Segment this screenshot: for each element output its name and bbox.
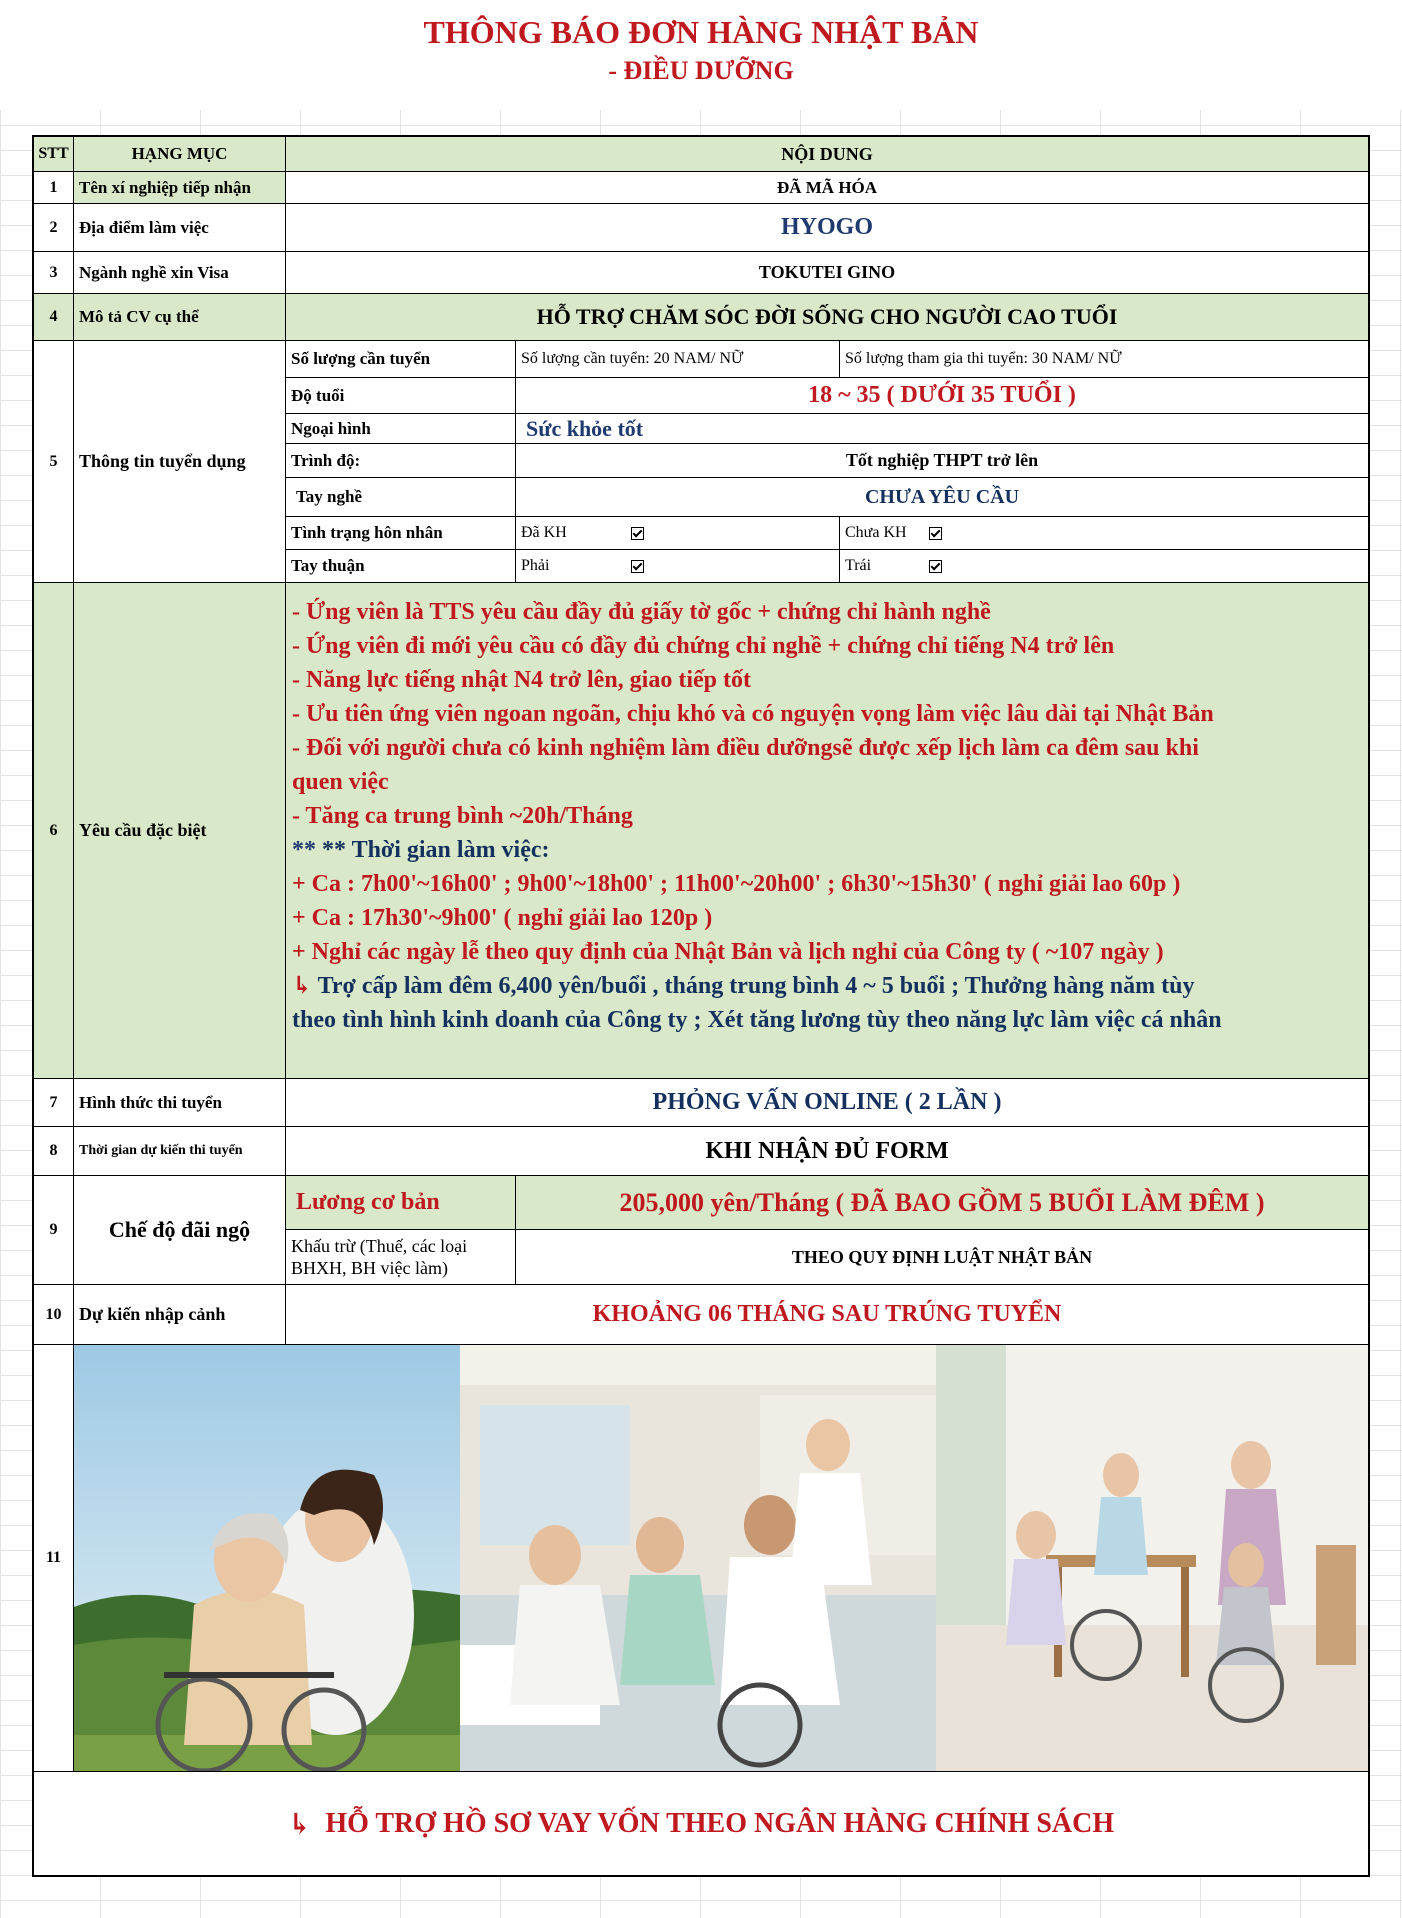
row7-stt: 7 [33,1078,74,1127]
row9-stt: 9 [33,1175,74,1285]
page-title: THÔNG BÁO ĐƠN HÀNG NHẬT BẢN [423,14,979,50]
table-border [32,135,1370,1877]
row1-value: ĐÃ MÃ HÓA [285,171,1369,204]
row10-stt: 10 [33,1284,74,1345]
qty-label: Số lượng cần tuyển [285,340,516,378]
row4-stt: 4 [33,293,74,341]
row7-value: PHỎNG VẤN ONLINE ( 2 LẦN ) [285,1078,1369,1127]
row4-value: HỖ TRỢ CHĂM SÓC ĐỜI SỐNG CHO NGƯỜI CAO TUỔI [285,293,1369,341]
header-category: HẠNG MỤC [73,136,286,172]
hand-pointer-icon: ↳ [287,1808,312,1840]
header-stt: STT [33,136,74,172]
salary-label: Lương cơ bản [285,1175,516,1230]
deduct-value: THEO QUY ĐỊNH LUẬT NHẬT BẢN [515,1229,1369,1285]
page-header [0,0,1402,110]
row10-value: KHOẢNG 06 THÁNG SAU TRÚNG TUYỂN [285,1284,1369,1345]
row7-label: Hình thức thi tuyển [73,1078,286,1127]
row1-stt: 1 [33,171,74,204]
requirement-line: + Ca : 17h30'~9h00' ( nghỉ giải lao 120p ) [292,905,713,931]
row5-label: Thông tin tuyển dụng [73,340,286,583]
hand-right-text: Phải [521,557,550,574]
marital-single-text: Chưa KH [845,524,907,541]
qty-exam: Số lượng tham gia thi tuyển: 30 NAM/ NỮ [839,340,1369,378]
hand-pointer-icon: ↳ [292,973,313,999]
requirement-line: - Tăng ca trung bình ~20h/Tháng [292,803,633,829]
skill-value: CHƯA YÊU CẦU [515,477,1369,517]
row2-label: Địa điểm làm việc [73,203,286,252]
requirement-line: theo tình hình kinh doanh của Công ty ; Xét tăng lương tùy theo năng lực làm việc cá nhân [292,1007,1222,1033]
row4-label: Mô tả CV cụ thể [73,293,286,341]
row11-stt: 11 [33,1344,74,1772]
requirement-line: - Năng lực tiếng nhật N4 trở lên, giao tiếp tốt [292,667,751,693]
row5-stt: 5 [33,340,74,583]
footer-text: HỖ TRỢ HỒ SƠ VAY VỐN THEO NGÂN HÀNG CHÍNH SÁCH [325,1807,1115,1839]
requirement-line: quen việc [292,769,389,795]
requirement-line: - Đối với người chưa có kinh nghiệm làm điều dưỡngsẽ được xếp lịch làm ca đêm sau khi [292,735,1199,761]
row8-stt: 8 [33,1126,74,1176]
row6-stt: 6 [33,582,74,1079]
deduct-label: Khấu trừ (Thuế, các loại BHXH, BH việc làm) [285,1229,516,1285]
salary-value: 205,000 yên/Tháng ( ĐÃ BAO GỒM 5 BUỔI LÀM ĐÊM ) [515,1175,1369,1230]
appearance-label: Ngoại hình [285,413,516,444]
row3-label: Ngành nghề xin Visa [73,251,286,294]
row2-stt: 2 [33,203,74,252]
requirement-line: + Ca : 7h00'~16h00' ; 9h00'~18h00' ; 11h00'~20h00' ; 6h30'~15h30' ( nghỉ giải lao 60p ) [292,871,1181,897]
row3-stt: 3 [33,251,74,294]
row2-value: HYOGO [285,203,1369,252]
requirement-line: - Ưu tiên ứng viên ngoan ngoãn, chịu khó và có nguyện vọng làm việc lâu dài tại Nhật Bản [292,701,1214,727]
page-subtitle: - ĐIỀU DƯỠNG [608,56,794,85]
skill-label: Tay nghề [285,477,516,517]
row9-label: Chế độ đãi ngộ [73,1175,286,1285]
age-value: 18 ~ 35 ( DƯỚI 35 TUỔI ) [515,377,1369,414]
education-value: Tốt nghiệp THPT trở lên [515,443,1369,478]
appearance-value: Sức khỏe tốt [515,413,1369,444]
allowance-text: Trợ cấp làm đêm 6,400 yên/buổi , tháng trung bình 4 ~ 5 buổi ; Thưởng hàng năm tùy [312,973,1195,999]
requirement-line: + Nghỉ các ngày lễ theo quy định của Nhật Bản và lịch nghỉ của Công ty ( ~107 ngày ) [292,939,1164,965]
row8-label: Thời gian dự kiến thi tuyển [73,1126,286,1176]
qty-value: Số lượng cần tuyển: 20 NAM/ NỮ [515,340,840,378]
requirement-line: - Ứng viên là TTS yêu cầu đầy đủ giấy tờ gốc + chứng chỉ hành nghề [292,599,991,625]
age-label: Độ tuổi [285,377,516,414]
marital-label: Tình trạng hôn nhân [285,516,516,550]
hand-label: Tay thuận [285,549,516,583]
header-content: NỘI DUNG [285,136,1369,172]
row6-label: Yêu cầu đặc biệt [73,582,286,1079]
education-label: Trình độ: [285,443,516,478]
requirement-line: - Ứng viên đi mới yêu cầu có đầy đủ chứng chỉ nghề + chứng chỉ tiếng N4 trở lên [292,633,1115,659]
working-time-label: ** Thời gian làm việc: [316,837,550,863]
row8-value: KHI NHẬN ĐỦ FORM [285,1126,1369,1176]
marital-married-text: Đã KH [521,524,567,541]
hand-left-text: Trái [845,557,872,574]
row10-label: Dự kiến nhập cảnh [73,1284,286,1345]
row3-value: TOKUTEI GINO [285,251,1369,294]
row1-label: Tên xí nghiệp tiếp nhận [73,171,286,204]
requirement-line: ** ** Thời gian làm việc: [292,837,550,863]
